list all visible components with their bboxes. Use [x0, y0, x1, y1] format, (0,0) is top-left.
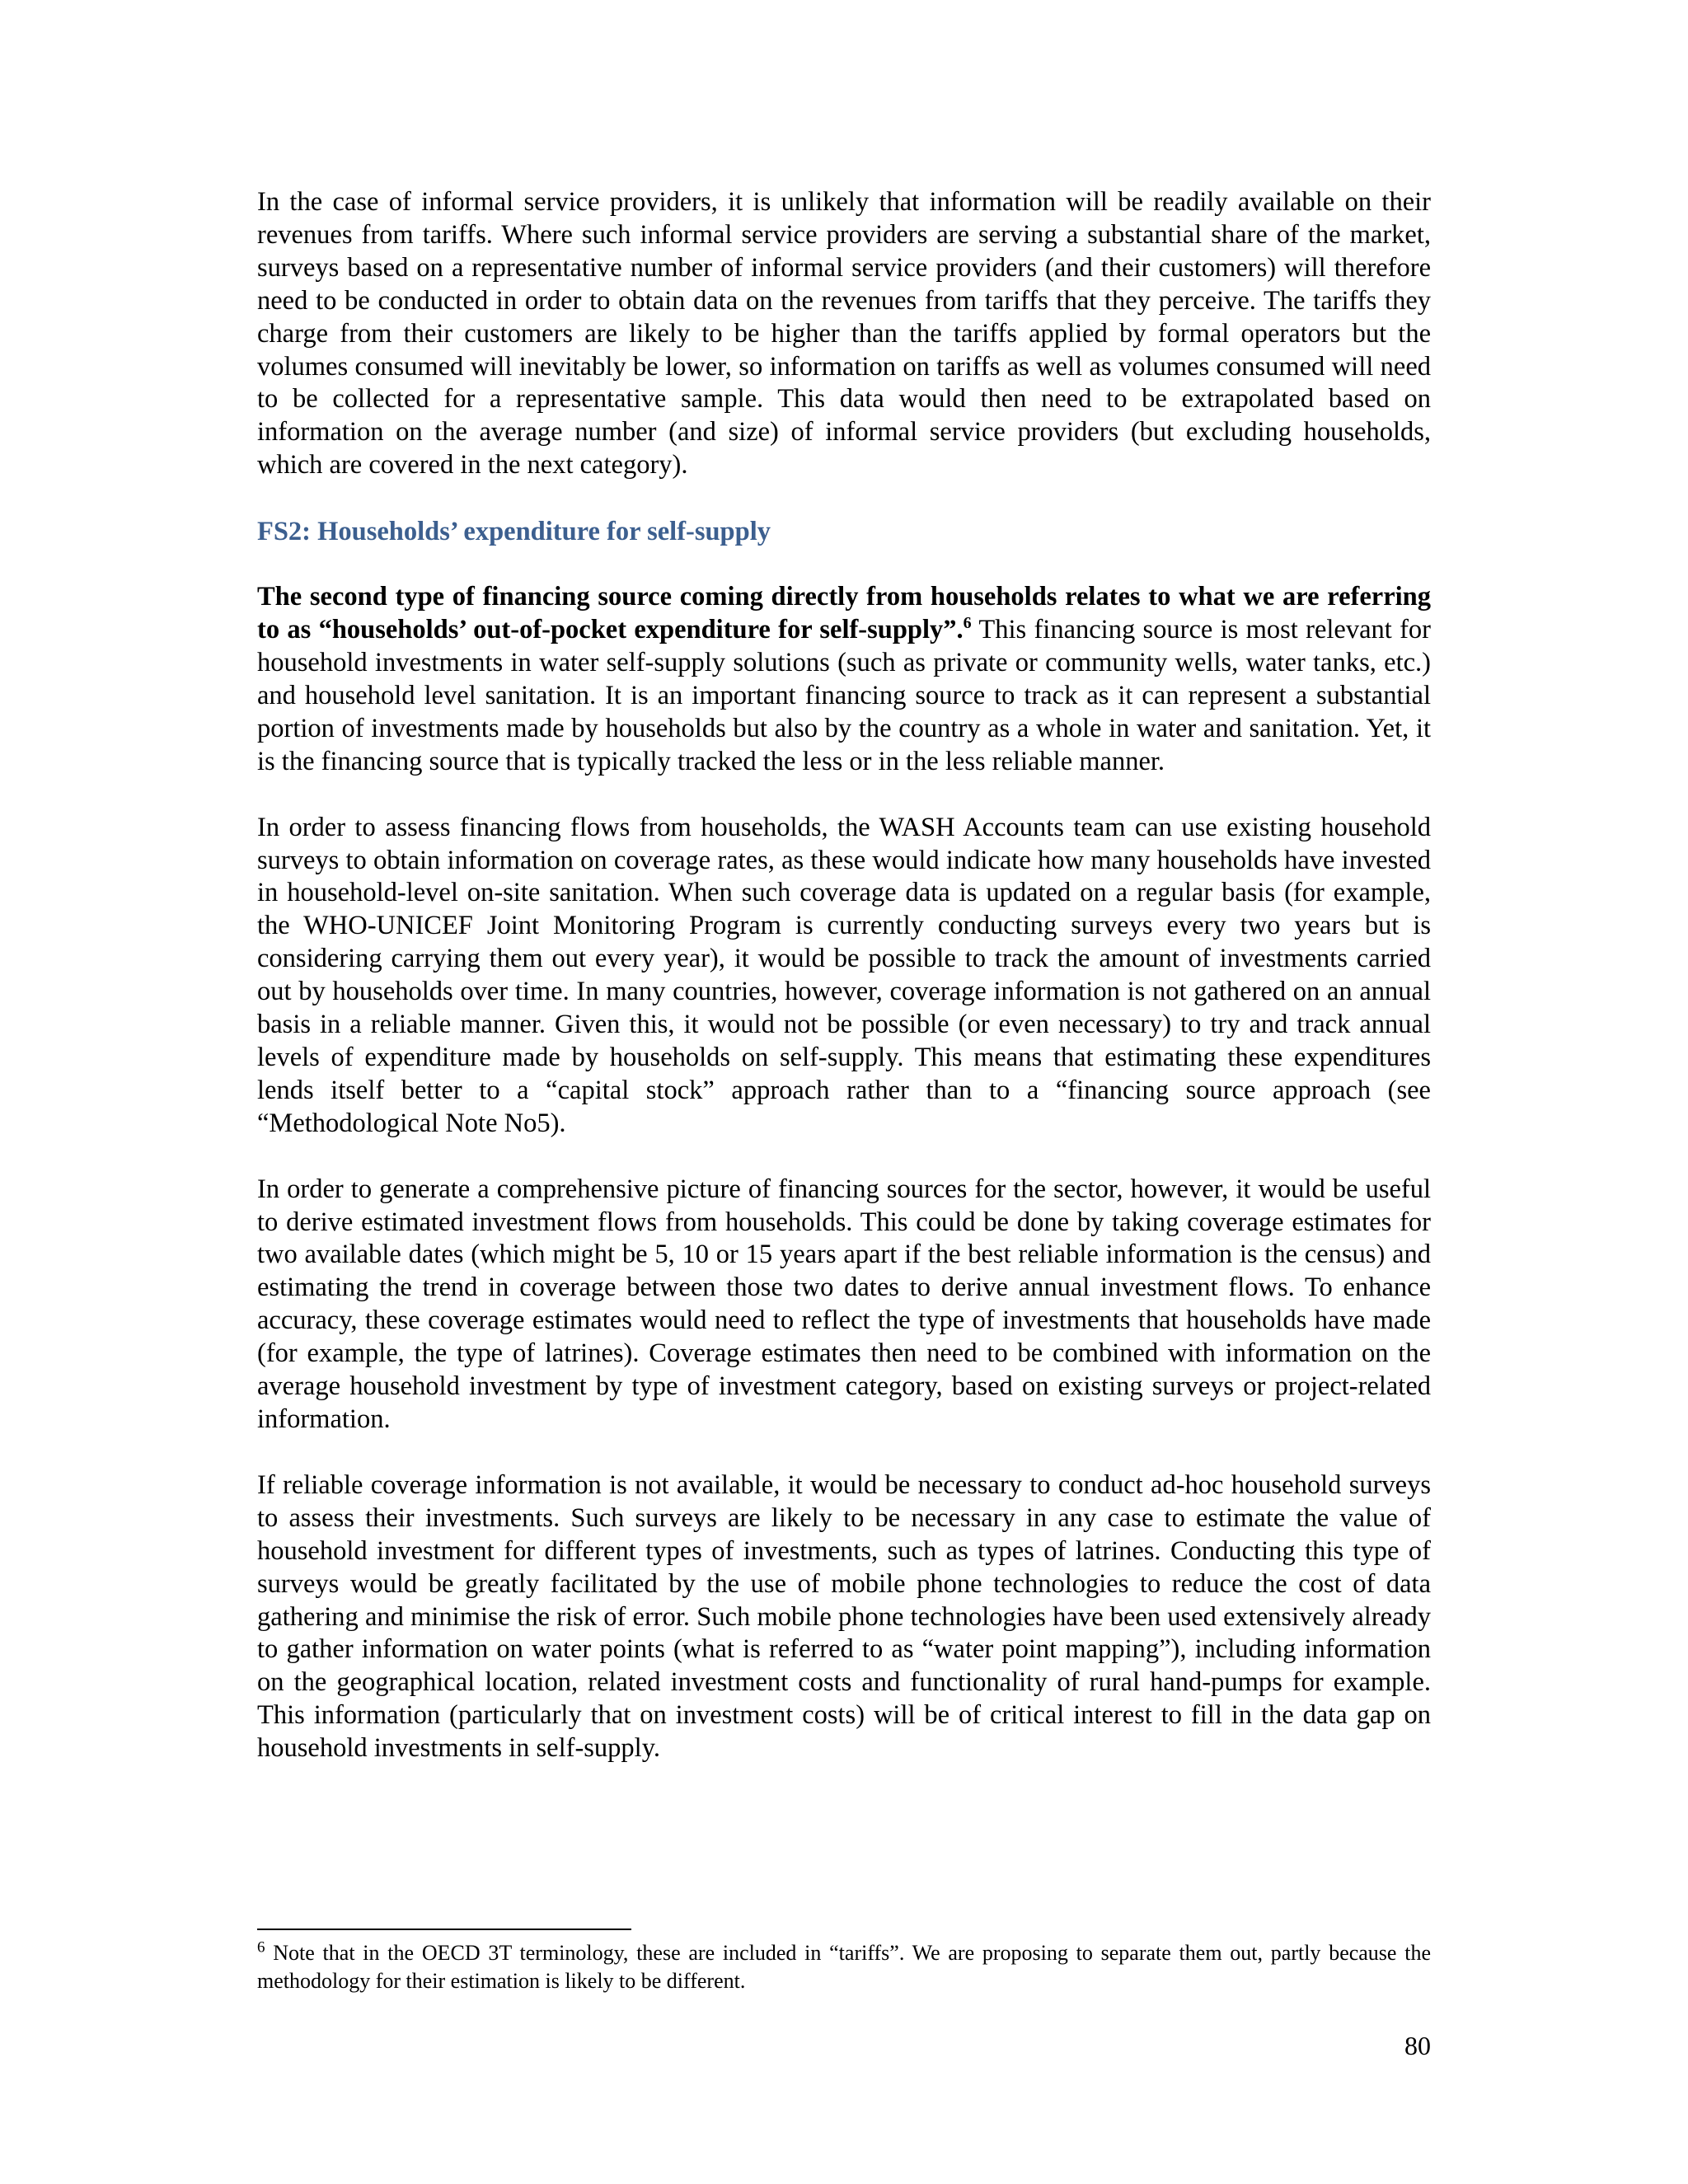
section-heading: FS2: Households’ expenditure for self-supply: [257, 517, 771, 547]
page-body: [257, 186, 1431, 1765]
paragraph-investment-flows: In order to generate a comprehensive picture of financing sources for the sector, however, it would be useful to derive estimated investment flows from households. This could be done by taking coverage estimates for two available dates (which might be 5, 10 or 15 years apart if the best reliable information is the census) and estimating the trend in coverage between those two dates to derive annual investment flows. To enhance accuracy, these coverage estimates would need to reflect the type of investments that households have made (for example, the type of latrines). Coverage estimates then need to be combined with information on the average household investment by type of investment category, based on existing surveys or project-related information.: [257, 1174, 1431, 1434]
paragraph-adhoc-surveys: If reliable coverage information is not available, it would be necessary to conduct ad-hoc household surveys to assess their investments. Such surveys are likely to be necessary in any case to estimate the value of household investment for different types of investments, such as types of latrines. Conducting this type of surveys would be greatly facilitated by the use of mobile phone technologies to reduce the cost of data gathering and minimise the risk of error. Such mobile phone technologies have been used extensively already to gather information on water points (what is referred to as “water point mapping”), including information on the geographical location, related investment costs and functionality of rural hand-pumps for example. This information (particularly that on investment costs) will be of critical interest to fill in the data gap on household investments in self-supply.: [257, 1469, 1431, 1764]
paragraph-informal-providers: In the case of informal service providers, it is unlikely that information will be readily available on their revenues from tariffs. Where such informal service providers are serving a substantial share of the market, surveys based on a representative number of informal service providers (and their customers) will therefore need to be conducted in order to obtain data on the revenues from tariffs that they perceive. The tariffs they charge from their customers are likely to be higher than the tariffs applied by formal operators but the volumes consumed will inevitably be lower, so information on tariffs as well as volumes consumed will need to be collected for a representative sample. This data would then need to be extrapolated based on information on the average number (and size) of informal service providers (but excluding households, which are covered in the next category).: [257, 187, 1431, 480]
footnote: [257, 1939, 1431, 1995]
paragraph-household-surveys: In order to assess financing flows from households, the WASH Accounts team can use existing household surveys to obtain information on coverage rates, as these would indicate how many households have invested in household-level on-site sanitation. When such coverage data is updated on a regular basis (for example, the WHO-UNICEF Joint Monitoring Program is currently conducting surveys every two years but is considering carrying them out every year), it would be possible to track the amount of investments carried out by households over time. In many countries, however, coverage information is not gathered on an annual basis in a reliable manner. Given this, it would not be possible (or even necessary) to try and track annual levels of expenditure made by households on self-supply. This means that estimating these expenditures lends itself better to a “capital stock” approach rather than to a “financing source approach (see “Methodological Note No5).: [257, 812, 1431, 1138]
paragraph-lead-bold: The second type of financing source coming directly from households relates to what we are referring to as “households’ out-of-pocket expenditure for self-supply”.: [257, 582, 1431, 645]
footnote-reference[interactable]: 6: [963, 614, 972, 633]
footnote-text: Note that in the OECD 3T terminology, these are included in “tariffs”. We are proposing to separate them out, partly because the methodology for their estimation is likely to be different.: [257, 1941, 1431, 1993]
footnote-number: 6: [257, 1938, 265, 1957]
paragraph-self-supply-intro: [257, 581, 1431, 778]
footnote-divider: [257, 1929, 631, 1930]
page-number: 80: [1404, 2031, 1431, 2060]
paragraph-self-supply-rest: This financing source is most relevant for household investments in water self-supply solutions (such as private or community wells, water tanks, etc.) and household level sanitation. It is an important financing source to track as it can represent a substantial portion of investments made by households but also by the country as a whole in water and sanitation. Yet, it is the financing source that is typically tracked the less or in the less reliable manner.: [257, 615, 1431, 776]
